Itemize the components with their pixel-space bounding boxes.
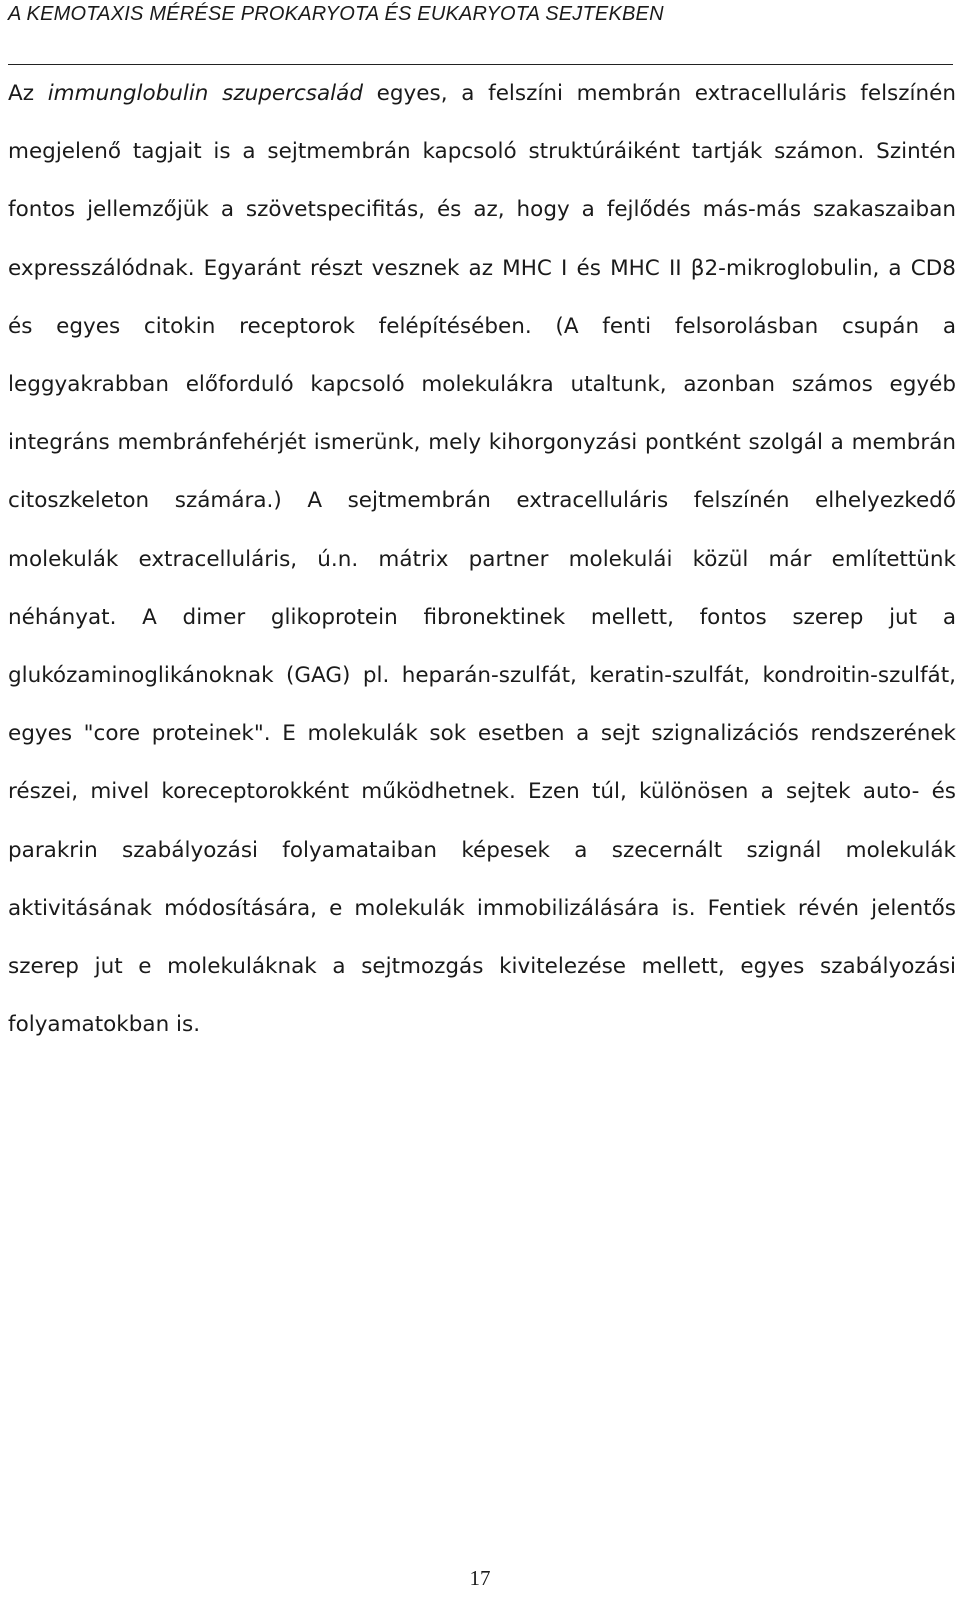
page-number: 17	[469, 1566, 491, 1590]
running-header: A KEMOTAXIS MÉRÉSE PROKARYOTA ÉS EUKARYOTA SEJTEKBEN	[8, 3, 664, 25]
paragraph-lead: Az	[8, 81, 48, 106]
body-paragraph	[8, 65, 956, 1054]
italic-term: immunglobulin szupercsalád	[47, 81, 363, 106]
paragraph-text: egyes, a felszíni membrán extracelluláris felszínén megjelenő tagjait is a sejtmembrán kapcsoló struktúráiként tartják számon. Szintén fontos jellemzőjük a szövetspecifitás, és az, hogy a fejlődés más-más szakaszaiban expresszálódnak. Egyaránt részt vesznek az MHC I és MHC II β2-mikroglobulin, a CD8 és egyes citokin receptorok felépítésében. (A fenti felsorolásban csupán a leggyakrabban előforduló kapcsoló molekulákra utaltunk, azonban számos egyéb integráns membránfehérjét ismerünk, mely kihorgonyzási pontként szolgál a membrán citoszkeleton számára.) A sejtmembrán extracelluláris felszínén elhelyezkedő molekulák extracelluláris, ú.n. mátrix partner molekulái közül már említettünk néhányat. A dimer glikoprotein fibronektinek mellett, fontos szerep jut a glukózaminoglikánoknak (GAG) pl. heparán-szulfát, keratin-szulfát, kondroitin-szulfát, egyes "core proteinek". E molekulák sok esetben a sejt szignalizációs rendszerének részei, mivel koreceptorokként működhetnek. Ezen túl, különösen a sejtek auto- és parakrin szabályozási folyamataiban képesek a szecernált szignál molekulák aktivitásának módosítására, e molekulák immobilizálására is. Fentiek révén jelentős szerep jut e molekuláknak a sejtmozgás kivitelezése mellett, egyes szabályozási folyamatokban is.	[8, 81, 956, 1038]
